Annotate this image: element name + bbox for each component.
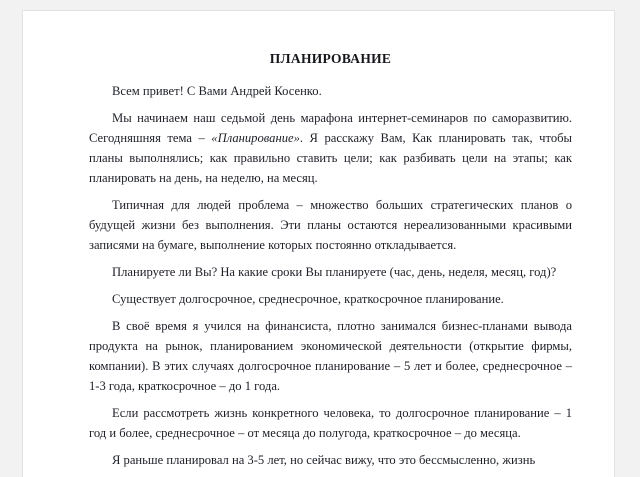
paragraph-question-horizons: Планируете ли Вы? На какие сроки Вы планируете (час, день, неделя, месяц, год)? <box>112 265 557 279</box>
paragraph-greeting: Всем привет! С Вами Андрей Косенко. <box>112 84 322 98</box>
paragraph-three-types: Существует долгосрочное, среднесрочное, краткосрочное планирование. <box>112 292 504 306</box>
paragraph-personal-life-horizons: Если рассмотреть жизнь конкретного человека, то долгосрочное планирование – 1 год и более, среднесрочное – от месяца до полугода, краткосрочное – до месяца. <box>89 406 572 440</box>
document-title: ПЛАНИРОВАНИЕ <box>269 51 392 66</box>
document-text-body <box>89 49 572 470</box>
paragraph-business-experience: В своё время я учился на финансиста, плотно занимался бизнес-планами вывода продукта на рынок, планированием экономической деятельности (открытие фирмы, компании). В этих случаях долгосрочное планирование – 5 лет и более, среднесрочное – 1-3 года, краткосрочное – до 1 года. <box>89 319 572 393</box>
paragraph-intro-marathon: Мы начинаем наш седьмой день марафона интернет-семинаров по саморазвитию. Сегодняшняя тема – «Планирование». Я расскажу Вам, Как планировать так, чтобы планы выполнялись; как правильно ставить цели; как разбивать цели на этапы; как планировать на день, на неделю, на месяц. <box>89 111 572 185</box>
paragraph-typical-problem: Типичная для людей проблема – множество больших стратегических планов о будущей жизни без выполнения. Эти планы остаются нереализованными красивыми записями на бумаге, выполнение которых постоянно откладывается. <box>89 198 572 252</box>
italic-run: «Планирование» <box>211 131 300 145</box>
document-page <box>22 10 615 477</box>
paragraph-personal-reflection: Я раньше планировал на 3-5 лет, но сейчас вижу, что это бессмысленно, жизнь <box>112 453 536 467</box>
